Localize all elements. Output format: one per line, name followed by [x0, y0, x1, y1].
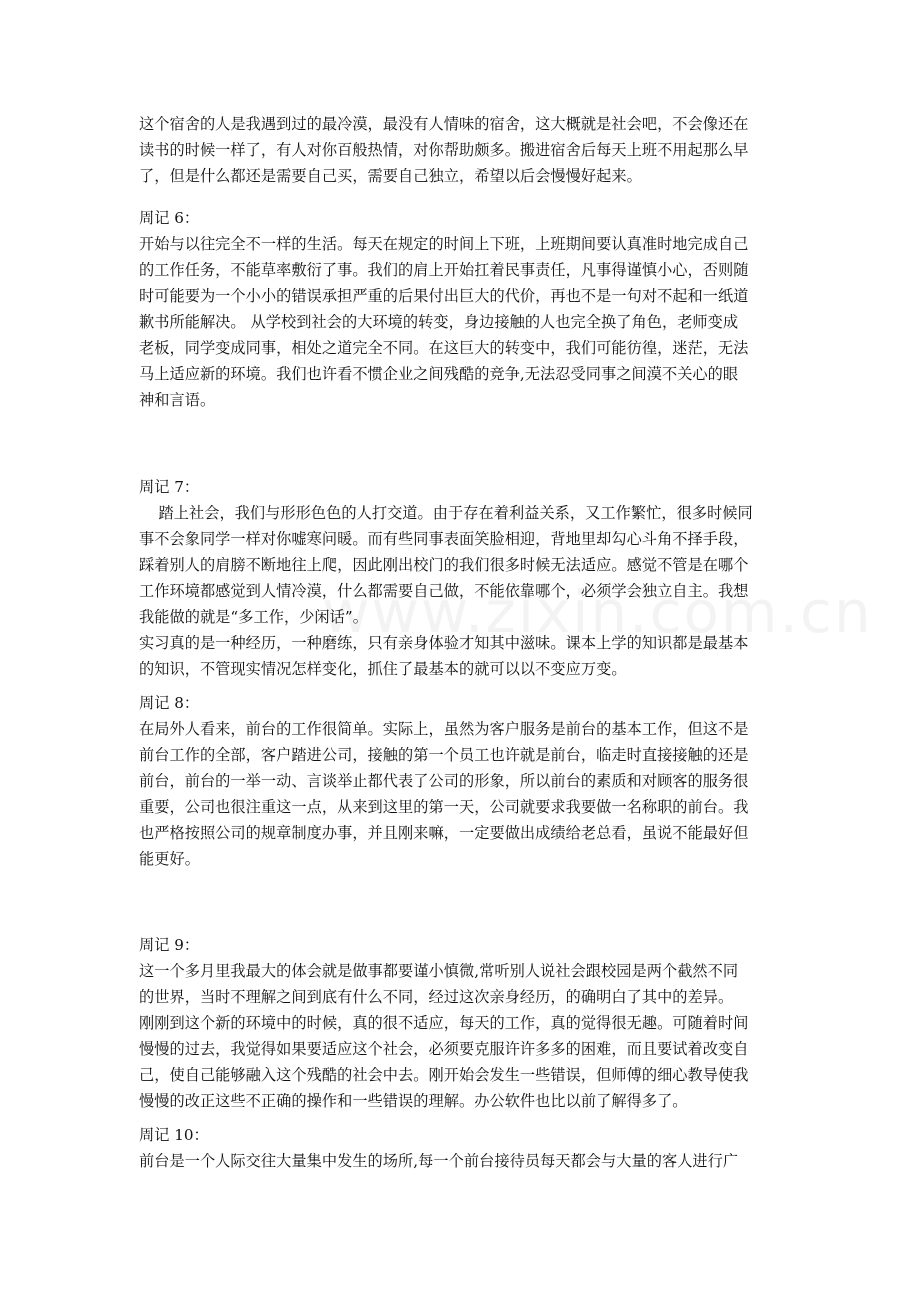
text-line: 马上适应新的环境。我们也许看不惯企业之间残酷的竞争,无法忍受同事之间漠不关心的眼 — [139, 365, 739, 383]
text-line: 己，使自己能够融入这个残酷的社会中去。刚开始会发生一些错误，但师傅的细心教导使我 — [139, 1066, 749, 1084]
text-line: 在局外人看来，前台的工作很简单。实际上，虽然为客户服务是前台的基本工作，但这不是 — [139, 720, 749, 738]
text-line: 的工作任务，不能草率敷衍了事。我们的肩上开始扛着民事责任，凡事得谨慎小心，否则随 — [139, 261, 749, 279]
text-line: 前台工作的全部，客户踏进公司，接触的第一个员工也许就是前台，临走时直接接触的还是 — [139, 746, 749, 764]
text-line: 实习真的是一种经历，一种磨练，只有亲身体验才知其中滋味。课本上学的知识都是最基本 — [139, 634, 749, 652]
text-line: 老板，同学变成同事，相处之道完全不同。在这巨大的转变中，我们可能彷徨，迷茫，无法 — [139, 339, 749, 357]
text-line: 读书的时候一样了，有人对你百般热情，对你帮助颇多。搬进宿舍后每天上班不用起那么早 — [139, 141, 749, 159]
text-line: 了，但是什么都还是需要自己买，需要自己独立，希望以后会慢慢好起来。 — [139, 167, 642, 185]
text-line: 歉书所能解决。 从学校到社会的大环境的转变，身边接触的人也完全换了角色，老师变成 — [139, 313, 739, 331]
text-line: 的世界，当时不理解之间到底有什么不同，经过这次亲身经历，的确明白了其中的差异。 — [139, 988, 734, 1006]
week6-heading: 周记 6： — [139, 209, 200, 227]
text-line: 刚刚到这个新的环境中的时候，真的很不适应，每天的工作，真的觉得很无趣。可随着时间 — [139, 1014, 749, 1032]
text-line: 慢慢的过去，我觉得如果要适应这个社会，必须要克服许许多多的困难，而且要试着改变自 — [139, 1040, 749, 1058]
week10-heading: 周记 10： — [139, 1126, 209, 1144]
text-line: 踏上社会，我们与形形色色的人打交道。由于存在着利益关系，又工作繁忙，很多时候同 — [139, 504, 753, 522]
text-line: 也严格按照公司的规章制度办事，并且刚来嘛，一定要做出成绩给老总看，虽说不能最好但 — [139, 824, 749, 842]
week10-section — [139, 1122, 789, 1174]
week9-heading: 周记 9： — [139, 936, 200, 954]
text-line: 重要，公司也很注重这一点，从来到这里的第一天，公司就要求我要做一名称职的前台。我 — [139, 798, 749, 816]
week8-heading: 周记 8： — [139, 694, 200, 712]
text-line: 这一个多月里我最大的体会就是做事都要谨小慎微,常听别人说社会跟校园是两个截然不同 — [139, 962, 739, 980]
text-line: 时可能要为一个小小的错误承担严重的后果付出巨大的代价，再也不是一句对不起和一纸道 — [139, 287, 749, 305]
text-line: 我能做的就是“多工作，少闲话”。 — [139, 608, 368, 626]
text-line: 前台，前台的一举一动、言谈举止都代表了公司的形象，所以前台的素质和对顾客的服务很 — [139, 772, 749, 790]
week8-section — [139, 690, 789, 872]
week7-section — [139, 474, 789, 682]
text-line: 的知识，不管现实情况怎样变化，抓住了最基本的就可以以不变应万变。 — [139, 660, 627, 678]
text-line: 慢慢的改正这些不正确的操作和一些错误的理解。办公软件也比以前了解得多了。 — [139, 1092, 688, 1110]
intro-paragraph — [139, 111, 789, 189]
text-line: 前台是一个人际交往大量集中发生的场所,每一个前台接待员每天都会与大量的客人进行广 — [139, 1152, 739, 1170]
week6-section — [139, 205, 789, 413]
text-line: 能更好。 — [139, 850, 200, 868]
text-line: 事不会象同学一样对你嘘寒问暖。而有些同事表面笑脸相迎，背地里却勾心斗角不择手段， — [139, 530, 749, 548]
week9-section — [139, 932, 789, 1114]
text-line: 这个宿舍的人是我遇到过的最冷漠，最没有人情味的宿舍，这大概就是社会吧，不会像还在 — [139, 115, 749, 133]
text-line: 踩着别人的肩膀不断地往上爬，因此刚出校门的我们很多时候无法适应。感觉不管是在哪个 — [139, 556, 749, 574]
week7-heading: 周记 7： — [139, 478, 200, 496]
text-line: 开始与以往完全不一样的生活。每天在规定的时间上下班，上班期间要认真准时地完成自己 — [139, 235, 749, 253]
text-line: 神和言语。 — [139, 391, 216, 409]
text-line: 工作环境都感觉到人情冷漠，什么都需要自己做，不能依靠哪个，必须学会独立自主。我想 — [139, 582, 749, 600]
